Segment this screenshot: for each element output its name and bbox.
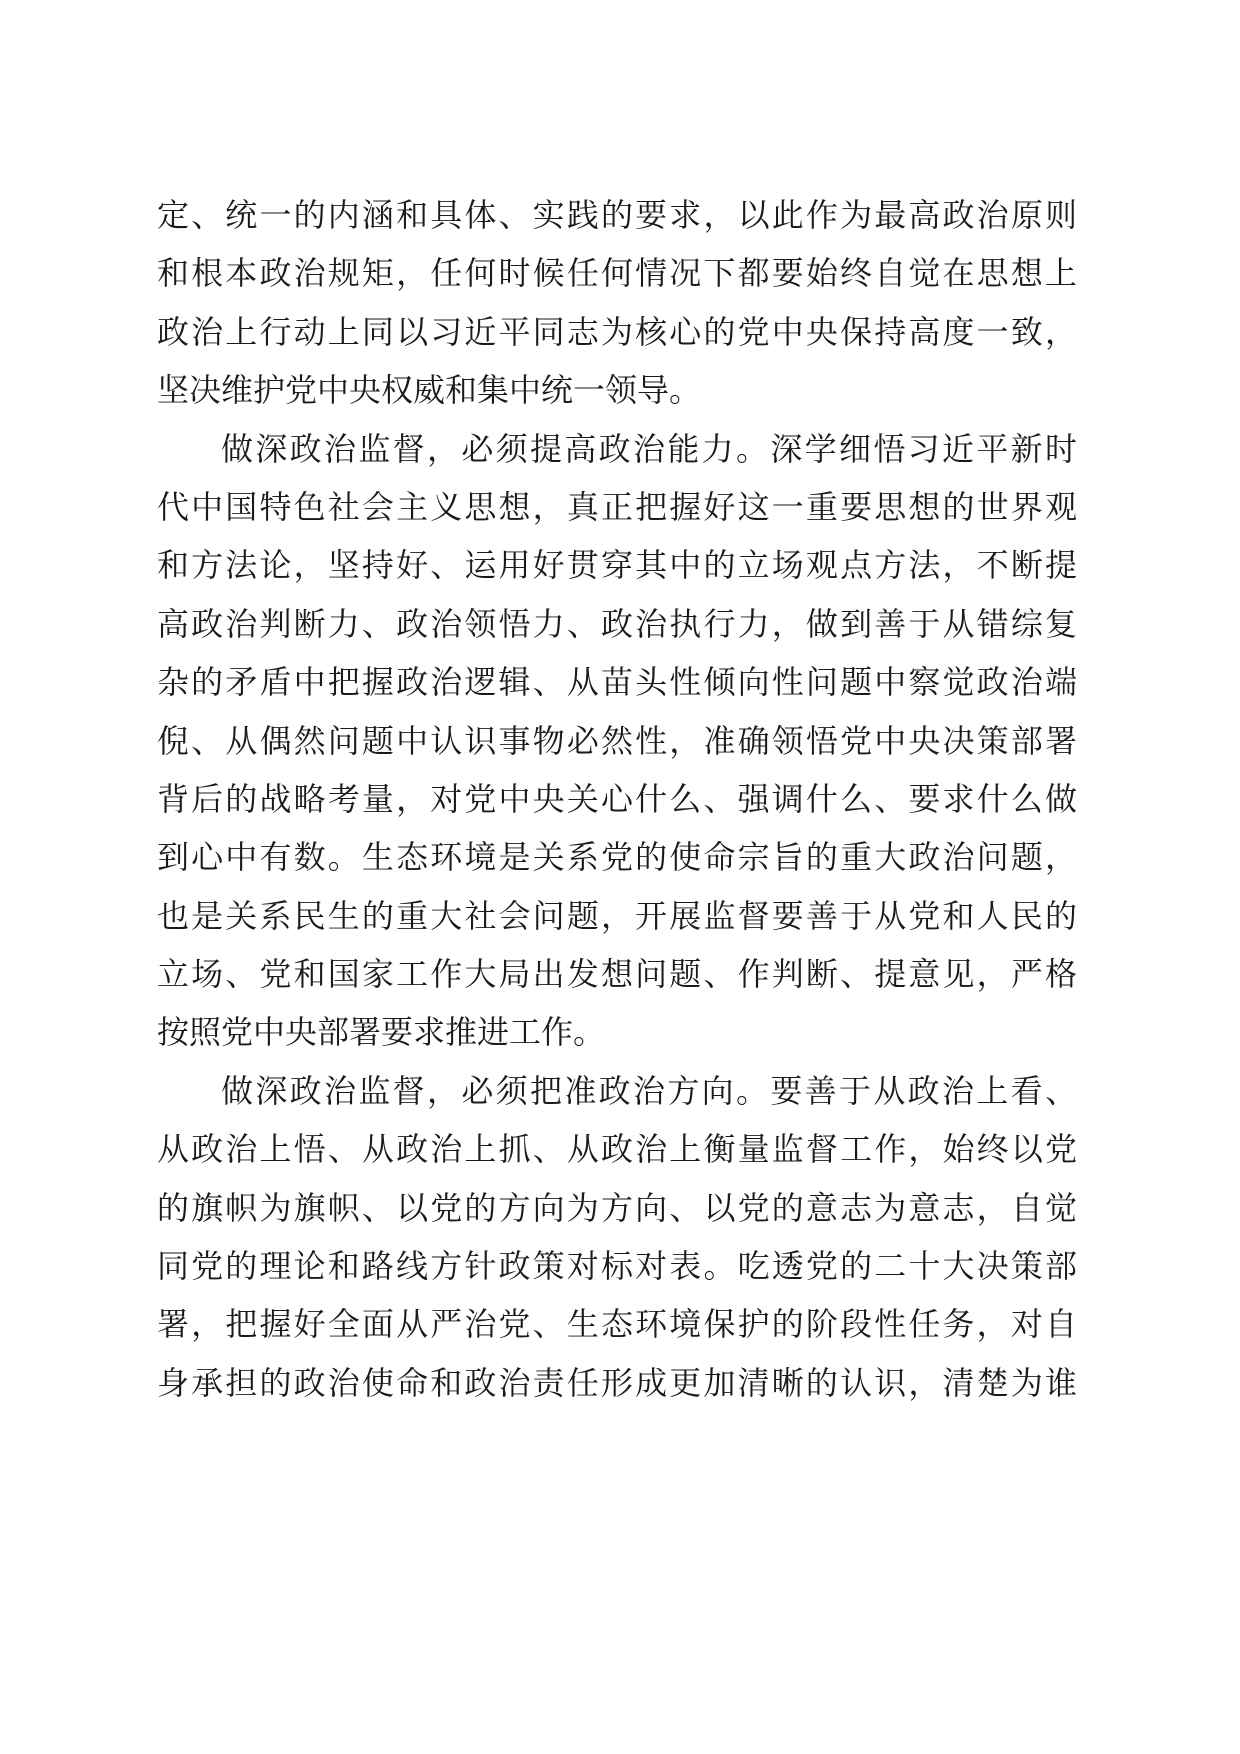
text-line: 做深政治监督，必须提高政治能力。深学细悟习近平新时 bbox=[221, 429, 1077, 468]
text-line: 同党的理论和路线方针政策对标对表。吃透党的二十大决策部 bbox=[157, 1247, 1077, 1286]
text-line: 也是关系民生的重大社会问题，开展监督要善于从党和人民的 bbox=[157, 896, 1077, 935]
text-line: 身承担的政治使命和政治责任形成更加清晰的认识，清楚为谁 bbox=[157, 1363, 1077, 1402]
text-line: 倪、从偶然问题中认识事物必然性，准确领悟党中央决策部署 bbox=[157, 721, 1077, 760]
text-line: 按照党中央部署要求推进工作。 bbox=[157, 1013, 606, 1052]
text-line: 和方法论，坚持好、运用好贯穿其中的立场观点方法，不断提 bbox=[157, 546, 1077, 585]
text-line: 代中国特色社会主义思想，真正把握好这一重要思想的世界观 bbox=[157, 487, 1077, 526]
paragraph-2 bbox=[157, 420, 1077, 1062]
text-line: 政治上行动上同以习近平同志为核心的党中央保持高度一致， bbox=[157, 312, 1077, 351]
paragraph-3 bbox=[157, 1062, 1077, 1412]
text-line: 的旗帜为旗帜、以党的方向为方向、以党的意志为意志，自觉 bbox=[157, 1188, 1077, 1227]
text-line: 到心中有数。生态环境是关系党的使命宗旨的重大政治问题， bbox=[157, 838, 1077, 877]
text-line: 做深政治监督，必须把准政治方向。要善于从政治上看、 bbox=[221, 1071, 1077, 1110]
document-body bbox=[157, 186, 1077, 1412]
text-line: 署，把握好全面从严治党、生态环境保护的阶段性任务，对自 bbox=[157, 1305, 1077, 1344]
text-line: 和根本政治规矩，任何时候任何情况下都要始终自觉在思想上 bbox=[157, 254, 1077, 293]
text-line: 定、统一的内涵和具体、实践的要求，以此作为最高政治原则 bbox=[157, 196, 1077, 234]
text-line: 高政治判断力、政治领悟力、政治执行力，做到善于从错综复 bbox=[157, 604, 1077, 643]
text-line: 从政治上悟、从政治上抓、从政治上衡量监督工作，始终以党 bbox=[157, 1130, 1077, 1169]
text-line: 背后的战略考量，对党中央关心什么、强调什么、要求什么做 bbox=[157, 779, 1077, 818]
paragraph-1 bbox=[157, 186, 1077, 420]
text-line: 杂的矛盾中把握政治逻辑、从苗头性倾向性问题中察觉政治端 bbox=[157, 663, 1077, 702]
text-line: 立场、党和国家工作大局出发想问题、作判断、提意见，严格 bbox=[157, 955, 1077, 994]
text-line: 坚决维护党中央权威和集中统一领导。 bbox=[157, 371, 702, 410]
